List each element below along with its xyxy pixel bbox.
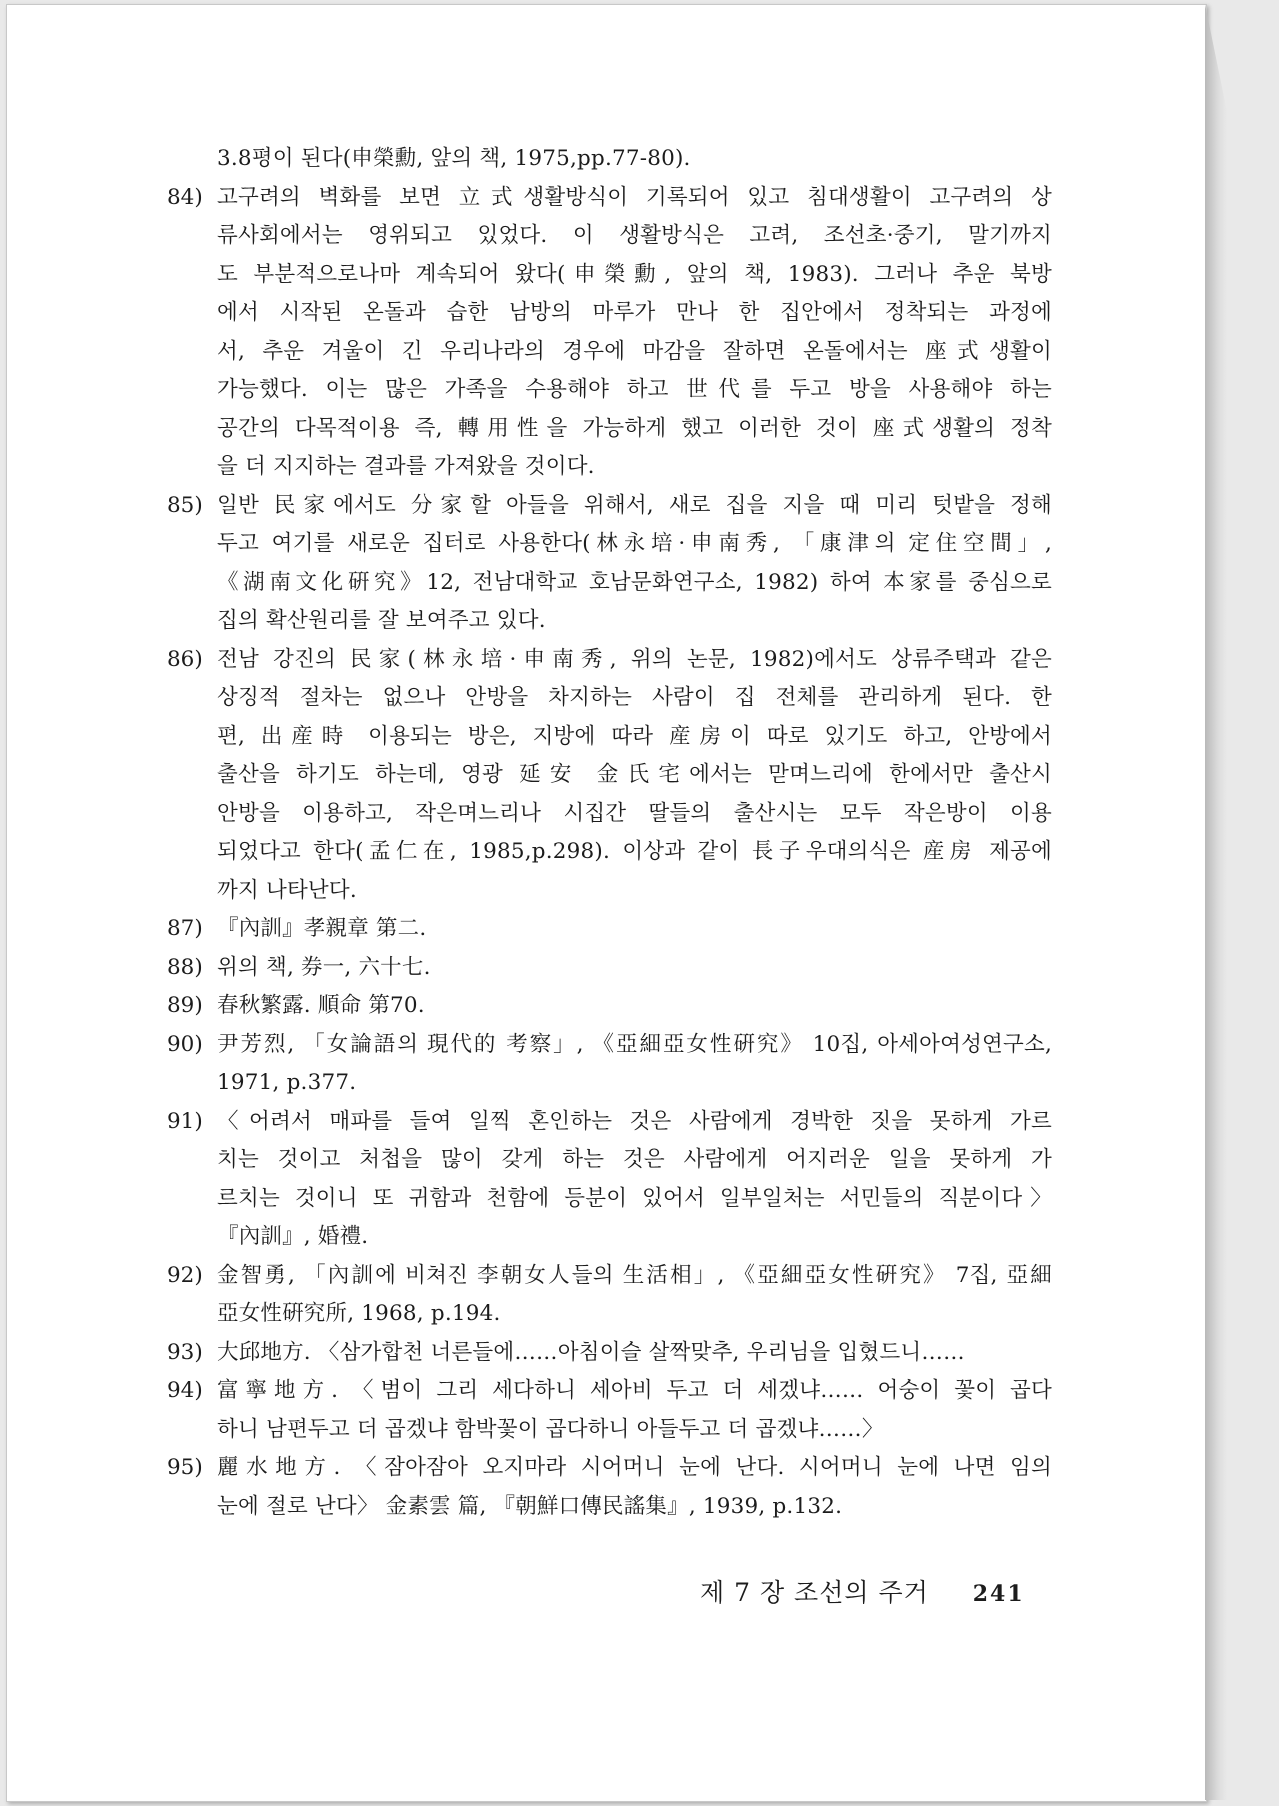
page-footer (700, 1573, 1040, 1614)
note-line: 공간의 다목적이용 즉, 轉用性을 가능하게 했고 이러한 것이 座式생활의 정착 (217, 415, 1052, 441)
note-line: 르치는 것이니 또 귀함과 천함에 등분이 있어서 일부일처는 서민들의 직분이다〉 (217, 1185, 1052, 1211)
note-line: 가능했다. 이는 많은 가족을 수용해야 하고 世代를 두고 방을 사용해야 하는 (217, 377, 1052, 402)
endnote-85 (167, 487, 1052, 641)
note-line: 까지 나타난다. (217, 877, 357, 903)
note-number: 87) (167, 916, 203, 941)
note-line: 출산을 하기도 하는데, 영광 延安 金氏宅에서는 맏며느리에 한에서만 출산시 (217, 762, 1052, 787)
note-line: 집의 확산원리를 잘 보여주고 있다. (217, 608, 546, 633)
note-number: 95) (167, 1455, 203, 1480)
note-number: 90) (167, 1031, 203, 1057)
running-chapter-title: 제 7 장 조선의 주거 (700, 1578, 929, 1607)
note-line: 『內訓』, 婚禮. (217, 1224, 369, 1249)
continued-note (167, 140, 1052, 179)
note-line: 위의 책, 券一, 六十七. (217, 954, 431, 980)
endnote-88 (167, 949, 1052, 988)
note-line: 되었다고 한다(孟仁在, 1985,p.298). 이상과 같이 長子우대의식은 産房 제공에 (217, 839, 1052, 864)
note-line: 大邱地方. 〈삼가합천 너른들에……아침이슬 살짝맞추, 우리님을 입혔드니…… (217, 1339, 965, 1365)
note-line: 富寧地方. 〈범이 그리 세다하니 세아비 두고 더 세겠냐…… 어숭이 꽃이 곱다 (217, 1378, 1052, 1403)
page-edge-shadow (1205, 4, 1227, 1800)
note-number: 86) (167, 646, 203, 672)
endnotes-block (167, 140, 1052, 1526)
note-line: 金智勇, 「內訓에 비쳐진 李朝女人들의 生活相」, 《亞細亞女性硏究》 7집, 亞細 (217, 1262, 1052, 1288)
note-number: 92) (167, 1262, 203, 1288)
note-line: 尹芳烈, 「女論語의 現代的 考察」, 《亞細亞女性硏究》 10집, 아세아여성연구소, (217, 1031, 1052, 1057)
note-line: 『內訓』孝親章 第二. (217, 916, 427, 941)
note-line: 전남 강진의 民家(林永培·申南秀, 위의 논문, 1982)에서도 상류주택과 같은 (217, 646, 1052, 672)
note-line: 서, 추운 겨울이 긴 우리나라의 경우에 마감을 잘하면 온돌에서는 座式생활이 (217, 338, 1052, 364)
note-line: 류사회에서는 영위되고 있었다. 이 생활방식은 고려, 조선초·중기, 말기까지 (217, 223, 1052, 248)
note-line: 1971, p.377. (217, 1070, 357, 1095)
note-line: 亞女性硏究所, 1968, p.194. (217, 1301, 501, 1326)
note-number: 85) (167, 492, 203, 518)
note-line: 에서 시작된 온돌과 습한 남방의 마루가 만나 한 집안에서 정착되는 과정에 (217, 300, 1052, 325)
note-number: 88) (167, 954, 203, 980)
page-number: 241 (972, 1581, 1025, 1607)
note-number: 84) (167, 184, 203, 210)
note-line: 고구려의 벽화를 보면 立式생활방식이 기록되어 있고 침대생활이 고구려의 상 (217, 184, 1052, 210)
endnote-86 (167, 641, 1052, 911)
note-line: 春秋繁露. 順命 第70. (217, 993, 425, 1018)
note-number: 89) (167, 993, 203, 1018)
note-line: 3.8평이 된다(申榮勳, 앞의 책, 1975,pp.77-80). (217, 146, 691, 171)
note-number: 91) (167, 1108, 203, 1134)
endnote-87 (167, 910, 1052, 949)
endnote-90 (167, 1026, 1052, 1103)
note-line: 도 부분적으로나마 계속되어 왔다(申榮勳, 앞의 책, 1983). 그러나 추운 북방 (217, 261, 1052, 287)
note-line: 상징적 절차는 없으나 안방을 차지하는 사람이 집 전체를 관리하게 된다. 한 (217, 685, 1052, 710)
note-number: 93) (167, 1339, 203, 1365)
endnote-91 (167, 1103, 1052, 1257)
endnote-84 (167, 179, 1052, 487)
note-line: 을 더 지지하는 결과를 가져왔을 것이다. (217, 454, 595, 479)
endnote-93 (167, 1334, 1052, 1373)
note-line: 안방을 이용하고, 작은며느리나 시집간 딸들의 출산시는 모두 작은방이 이용 (217, 800, 1052, 826)
endnote-92 (167, 1257, 1052, 1334)
note-line: 《湖南文化硏究》12, 전남대학교 호남문화연구소, 1982) 하여 本家를 중심으로 (217, 569, 1052, 595)
endnote-95 (167, 1449, 1052, 1526)
endnote-94 (167, 1372, 1052, 1449)
note-line: 눈에 절로 난다〉 金素雲 篇, 『朝鮮口傳民謠集』, 1939, p.132. (217, 1493, 843, 1519)
note-number: 94) (167, 1378, 203, 1403)
note-line: 일반 民家에서도 分家할 아들을 위해서, 새로 집을 지을 때 미리 텃밭을 정해 (217, 492, 1052, 518)
note-line: 麗水地方. 〈잠아잠아 오지마라 시어머니 눈에 난다. 시어머니 눈에 나면 임의 (217, 1455, 1052, 1480)
endnote-89 (167, 987, 1052, 1026)
note-line: 치는 것이고 처첩을 많이 갖게 하는 것은 사람에게 어지러운 일을 못하게 가 (217, 1147, 1052, 1172)
note-line: 편, 出産時 이용되는 방은, 지방에 따라 産房이 따로 있기도 하고, 안방에서 (217, 723, 1052, 749)
note-line: 하니 남편두고 더 곱겠냐 함박꽃이 곱다하니 아들두고 더 곱겠냐……〉 (217, 1416, 884, 1442)
note-line: 두고 여기를 새로운 집터로 사용한다(林永培·申南秀, 「康津의 定住空間」, (217, 531, 1052, 556)
note-line: 〈어려서 매파를 들여 일찍 혼인하는 것은 사람에게 경박한 짓을 못하게 가르 (217, 1108, 1052, 1134)
